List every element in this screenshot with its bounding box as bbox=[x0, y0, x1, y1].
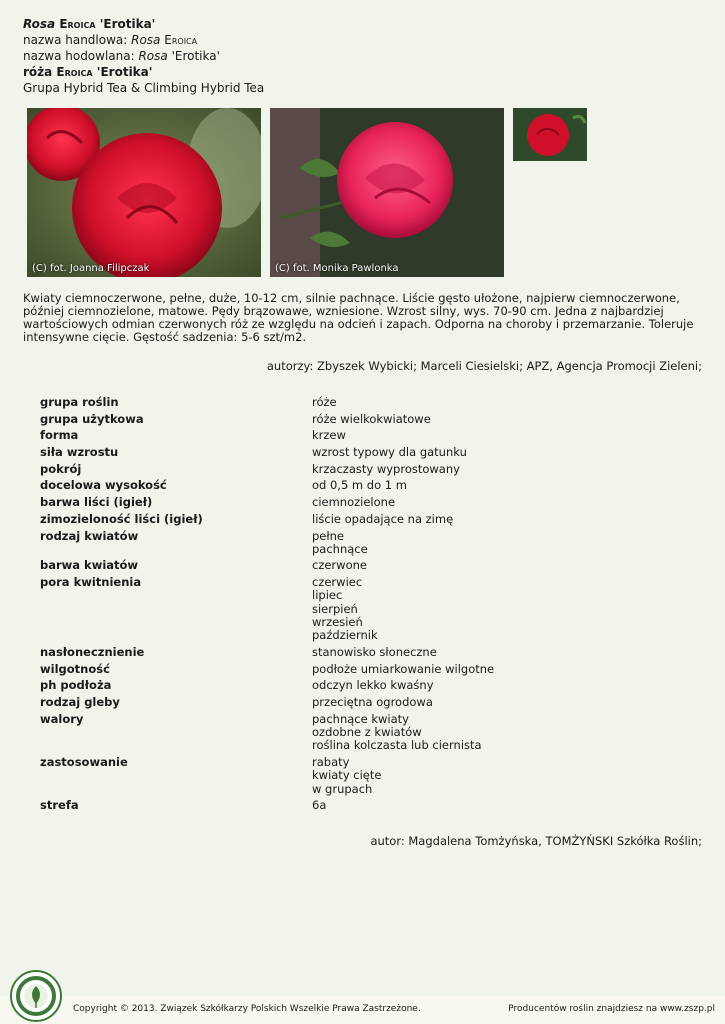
header bbox=[23, 16, 264, 96]
attribute-key: docelowa wysokość bbox=[40, 478, 167, 493]
attribute-value: krzew bbox=[312, 428, 346, 443]
attribute-row bbox=[40, 463, 494, 480]
attribute-key: strefa bbox=[40, 798, 79, 813]
attribute-row bbox=[40, 646, 494, 663]
photo-authors: autorzy: Zbyszek Wybicki; Marceli Ciesielski; APZ, Agencja Promocji Zieleni; bbox=[266, 359, 702, 373]
attribute-value: 6a bbox=[312, 798, 327, 813]
attribute-value: podłoże umiarkowanie wilgotne bbox=[312, 661, 495, 676]
photo-credit-2: (C) fot. Monika Pawlonka bbox=[275, 263, 399, 274]
attribute-value: ciemnozielone bbox=[312, 495, 396, 510]
attribute-key: rodzaj gleby bbox=[40, 695, 120, 710]
attribute-value: pełne pachnące bbox=[312, 528, 368, 556]
zszp-logo-icon bbox=[10, 970, 62, 1022]
trade-name: nazwa handlowa: Rosa Eroica bbox=[23, 33, 198, 47]
attribute-value: róże bbox=[312, 395, 337, 409]
attribute-row bbox=[40, 396, 494, 413]
attribute-key: rodzaj kwiatów bbox=[40, 528, 139, 543]
rose-photo-2 bbox=[270, 108, 504, 277]
attribute-value: czerwiec lipiec sierpień wrzesień październik bbox=[312, 575, 378, 643]
attribute-value: krzaczasty wyprostowany bbox=[312, 461, 460, 476]
photo-3-thumbnail[interactable] bbox=[513, 108, 587, 161]
attribute-row bbox=[40, 530, 494, 560]
breeder-name: nazwa hodowlana: Rosa 'Erotika' bbox=[23, 49, 220, 63]
photo-1[interactable] bbox=[27, 108, 261, 277]
attribute-value: od 0,5 m do 1 m bbox=[312, 478, 407, 493]
attribute-row bbox=[40, 446, 494, 463]
description: Kwiaty ciemnoczerwone, pełne, duże, 10-12 cm, silnie pachnące. Liście gęsto ułożone, najpierw ciemnoczerwone, później ciemnozielone, matowe. Pędy brązowawe, wzniesione. Wzrost silny, wys. 70-90 cm. Jedna z najbardziej wartościowych odmian czerwonych róż ze względu na odcień i zapach. Odporna na choroby i przemarzanie. Toleruje intensywne cięcie. Gęstość sadzenia: 5-6 szt/m2. bbox=[23, 291, 694, 344]
attribute-value: przeciętna ogrodowa bbox=[312, 695, 433, 710]
attribute-row bbox=[40, 479, 494, 496]
attribute-row bbox=[40, 576, 494, 646]
attribute-value: róże wielkokwiatowe bbox=[312, 411, 431, 426]
attribute-key: grupa użytkowa bbox=[40, 411, 144, 426]
attribute-value: odczyn lekko kwaśny bbox=[312, 678, 434, 693]
attribute-key: siła wzrostu bbox=[40, 445, 119, 460]
attribute-row bbox=[40, 513, 494, 530]
attributes-table bbox=[40, 396, 494, 816]
group-name: Grupa Hybrid Tea & Climbing Hybrid Tea bbox=[23, 81, 265, 95]
attribute-key: barwa kwiatów bbox=[40, 558, 139, 573]
attribute-value: czerwone bbox=[312, 558, 367, 573]
rose-photo-3 bbox=[513, 108, 587, 161]
copyright: Copyright © 2013. Związek Szkółkarzy Polskich Wszelkie Prawa Zastrzeżone. bbox=[73, 1004, 421, 1014]
attribute-key: pokrój bbox=[40, 461, 82, 476]
polish-name: róża Eroica 'Erotika' bbox=[23, 65, 153, 79]
footer bbox=[0, 996, 725, 1024]
attribute-key: nasłonecznienie bbox=[40, 645, 145, 660]
attribute-value: rabaty kwiaty cięte w grupach bbox=[312, 755, 382, 796]
attribute-row bbox=[40, 756, 494, 799]
rose-photo-1 bbox=[27, 108, 261, 277]
attribute-row bbox=[40, 429, 494, 446]
attribute-key: zastosowanie bbox=[40, 755, 128, 770]
producers-link[interactable]: Producentów roślin znajdziesz na www.zszp.pl bbox=[508, 1004, 715, 1014]
title-latin: Rosa Eroica 'Erotika' bbox=[23, 17, 156, 31]
photo-2[interactable] bbox=[270, 108, 504, 277]
attribute-key: forma bbox=[40, 428, 79, 443]
attribute-row bbox=[40, 559, 494, 576]
attribute-row bbox=[40, 713, 494, 756]
photo-credit-1: (C) fot. Joanna Filipczak bbox=[32, 263, 150, 274]
attribute-value: pachnące kwiaty ozdobne z kwiatów roślina kolczasta lub ciernista bbox=[312, 711, 482, 753]
attribute-key: wilgotność bbox=[40, 661, 110, 676]
attribute-key: walory bbox=[40, 711, 84, 726]
attribute-key: ph podłoża bbox=[40, 678, 112, 693]
attribute-row bbox=[40, 679, 494, 696]
attribute-row bbox=[40, 663, 494, 680]
attribute-row bbox=[40, 799, 494, 816]
attribute-value: stanowisko słoneczne bbox=[312, 645, 437, 660]
attribute-key: barwa liści (igieł) bbox=[40, 495, 153, 510]
attribute-value: liście opadające na zimę bbox=[312, 511, 454, 526]
attribute-row bbox=[40, 496, 494, 513]
text-author: autor: Magdalena Tomżyńska, TOMŻYŃSKI Szkółka Roślin; bbox=[370, 834, 702, 848]
attribute-row bbox=[40, 696, 494, 713]
attribute-row bbox=[40, 413, 494, 430]
attribute-key: grupa roślin bbox=[40, 395, 119, 409]
attribute-key: zimozieloność liści (igieł) bbox=[40, 511, 203, 526]
attribute-key: pora kwitnienia bbox=[40, 575, 142, 590]
attribute-value: wzrost typowy dla gatunku bbox=[312, 445, 467, 460]
